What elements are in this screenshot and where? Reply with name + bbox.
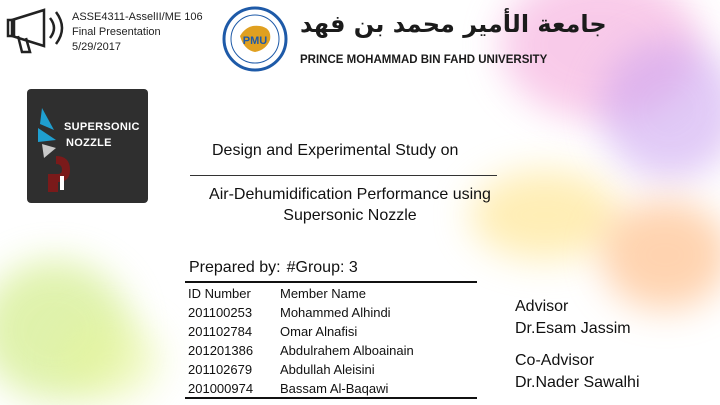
prepared-by-label: Prepared by:: [189, 259, 281, 276]
logo-text-supersonic: SUPERSONIC: [64, 121, 140, 133]
prepared-by: [189, 259, 358, 277]
member-name-column: [280, 284, 414, 398]
member-id: 201201386: [188, 343, 254, 358]
university-seal-logo: [222, 6, 288, 72]
member-id: 201102784: [188, 324, 253, 339]
member-id: 201102679: [188, 362, 253, 377]
coadvisor-label: Co-Advisor: [515, 352, 595, 369]
presentation-type: Final Presentation: [72, 26, 161, 38]
title-line-1: Design and Experimental Study on: [212, 142, 459, 159]
member-name: Mohammed Alhindi: [280, 305, 391, 320]
megaphone-icon: [6, 6, 68, 54]
decor-swirl-orange: [600, 200, 720, 310]
member-id: 201000974: [188, 381, 254, 396]
name-header: Member Name: [280, 286, 366, 301]
coadvisor-name: Dr.Nader Sawalhi: [515, 374, 640, 391]
table-bottom-rule: [185, 397, 477, 399]
university-seal-text: PMU: [242, 35, 268, 47]
university-name-english: PRINCE MOHAMMAD BIN FAHD UNIVERSITY: [300, 54, 548, 66]
member-name: Omar Alnafisi: [280, 324, 358, 339]
advisor-name: Dr.Esam Jassim: [515, 320, 631, 337]
coadvisor-block: [515, 350, 640, 394]
university-name-arabic: جامعة الأمير محمد بن فهد: [300, 10, 607, 38]
member-name: Bassam Al-Baqawi: [280, 381, 389, 396]
course-code: ASSE4311-AsselII/ME 106: [72, 11, 203, 23]
course-info: [72, 10, 203, 55]
member-id-column: [188, 284, 253, 398]
logo-text-nozzle: NOZZLE: [66, 137, 112, 149]
member-name: Abdulrahem Alboainain: [280, 343, 414, 358]
advisor-label: Advisor: [515, 298, 569, 315]
id-header: ID Number: [188, 286, 251, 301]
title-line-2: Air-Dehumidification Performance using Supersonic Nozzle: [209, 186, 491, 224]
member-name: Abdullah Aleisini: [280, 362, 375, 377]
presentation-date: 5/29/2017: [72, 41, 121, 53]
table-top-rule: [185, 281, 477, 283]
member-id: 201100253: [188, 305, 253, 320]
group-label: #Group: 3: [286, 259, 358, 276]
advisor-block: [515, 296, 631, 340]
decor-swirl-lightgreen: [60, 320, 160, 400]
title-divider: [190, 175, 497, 176]
